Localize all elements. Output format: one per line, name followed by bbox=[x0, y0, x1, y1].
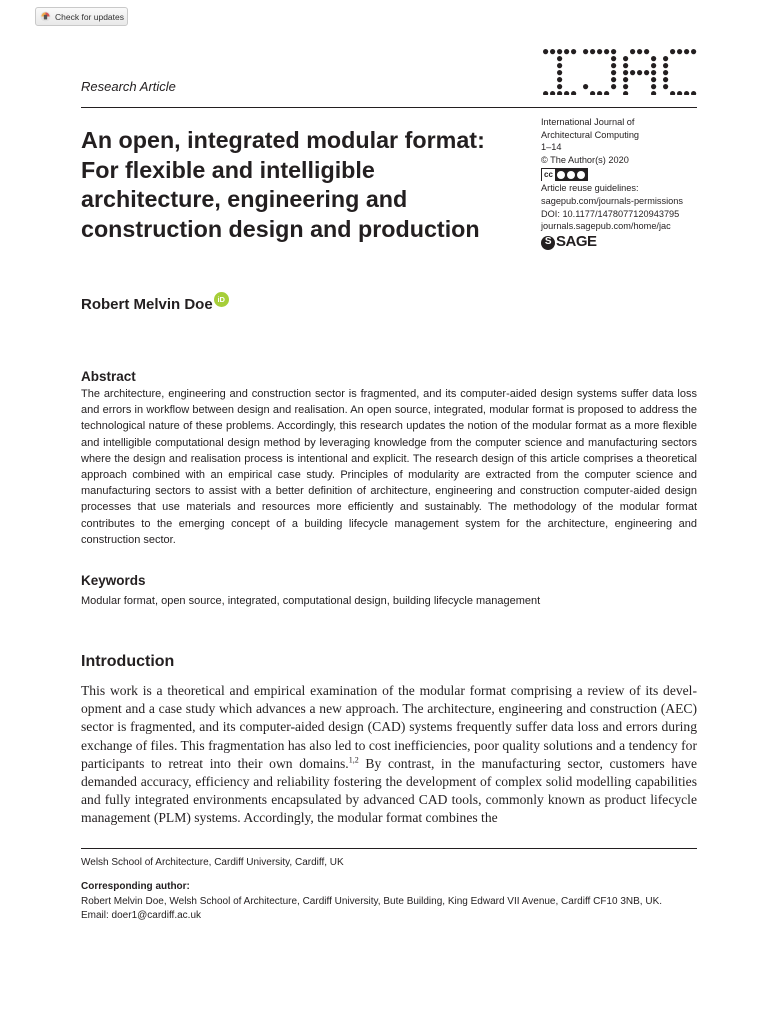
corresponding-email[interactable]: Email: doer1@cardiff.ac.uk bbox=[81, 910, 202, 921]
corresponding-address: Robert Melvin Doe, Welsh School of Architecture, Cardiff University, Bute Building, King Edward VII Avenue, Cardiff CF10 3NB, UK. bbox=[81, 896, 663, 907]
journal-metadata bbox=[541, 116, 711, 250]
journal-name-line2: Architectural Computing bbox=[541, 129, 640, 140]
footer-divider bbox=[81, 848, 697, 849]
orcid-icon[interactable]: iD bbox=[214, 292, 229, 307]
author-line bbox=[81, 296, 229, 313]
header-divider bbox=[81, 107, 697, 108]
sage-icon: S bbox=[541, 236, 555, 250]
article-title: An open, integrated modular format: For flexible and intelligible architecture, engineering and construction design and production bbox=[81, 127, 485, 242]
intro-text-part2: By contrast, in the manufacturing sector, customers have demanded accuracy, efficiency and reliability fostering the development of complex solid modelling capabilities and fully integrated environments encapsulated by advanced CAD tools, commonly known as product lifecycle management (PLM) systems. Accordingly, the modular format combines the bbox=[81, 755, 697, 826]
keywords-text: Modular format, open source, integrated, computational design, building lifecycle management bbox=[81, 595, 541, 607]
crossmark-icon bbox=[40, 11, 51, 22]
check-for-updates-button[interactable] bbox=[35, 7, 128, 26]
abstract-heading: Abstract bbox=[81, 369, 136, 384]
abstract-text: The architecture, engineering and construction sector is fragmented, and its computer-aided design systems suffer data loss and errors in workflow between design and realisation. An open source, integrated, modular format is proposed to address the technological nature of these problems. Accordingly, this research updates the notion of the modular format as a more flexible and intelligible computational design method by leveraging knowledge from the computer science and manufacturing sectors where the design and realisation process is intentional and explicit. The research design of this article comprises a theoretical approach combined with an empirical case study. Principles of modularity are extracted from the computer science and manufacturing sectors to assist with a better definition of architecture, engineering and construction computer-aided design processes that use materials and resources more efficiently and sustainably. The methodology of the modular format contributes to the emerging concept of a building lifecycle management system for the architecture, engineering and construction sector. bbox=[81, 388, 697, 546]
journal-homepage-link[interactable]: journals.sagepub.com/home/jac bbox=[541, 221, 671, 232]
reuse-guidelines-link[interactable]: sagepub.com/journals-permissions bbox=[541, 195, 683, 206]
reuse-guidelines-label: Article reuse guidelines: bbox=[541, 183, 639, 194]
page-range: 1–14 bbox=[541, 142, 562, 153]
author-name: Robert Melvin Doe bbox=[81, 296, 213, 313]
corresponding-author-heading: Corresponding author: bbox=[81, 881, 190, 892]
citation-ref[interactable]: 1,2 bbox=[348, 755, 359, 765]
doi[interactable]: DOI: 10.1177/1478077120943795 bbox=[541, 208, 680, 219]
corresponding-author-details bbox=[81, 895, 711, 923]
author-affiliation: Welsh School of Architecture, Cardiff University, Cardiff, UK bbox=[81, 857, 344, 868]
keywords-heading: Keywords bbox=[81, 573, 146, 588]
check-for-updates-label: Check for updates bbox=[55, 11, 124, 22]
article-type: Research Article bbox=[81, 79, 176, 94]
introduction-text bbox=[81, 682, 697, 828]
journal-logo bbox=[541, 47, 699, 100]
sage-logo: S SAGE bbox=[541, 236, 711, 250]
intro-text-part1: This work is a theoretical and empirical examination of the modular format comprising a review of its development and a case study which advances a new approach. The architecture, engineering and construction (AEC) sector is fragmented, and its computer-aided design (CAD) systems frequently suffer data loss and errors during exchange of files. This fragmentation has also led to cost inefficiencies, poor quality solutions and a tendency for participants to retreat into their own domains. bbox=[81, 683, 697, 771]
copyright: © The Author(s) 2020 bbox=[541, 154, 629, 165]
creative-commons-license-icon[interactable]: cc bbox=[541, 168, 588, 181]
journal-name-line1: International Journal of bbox=[541, 117, 635, 127]
introduction-heading: Introduction bbox=[81, 653, 175, 670]
